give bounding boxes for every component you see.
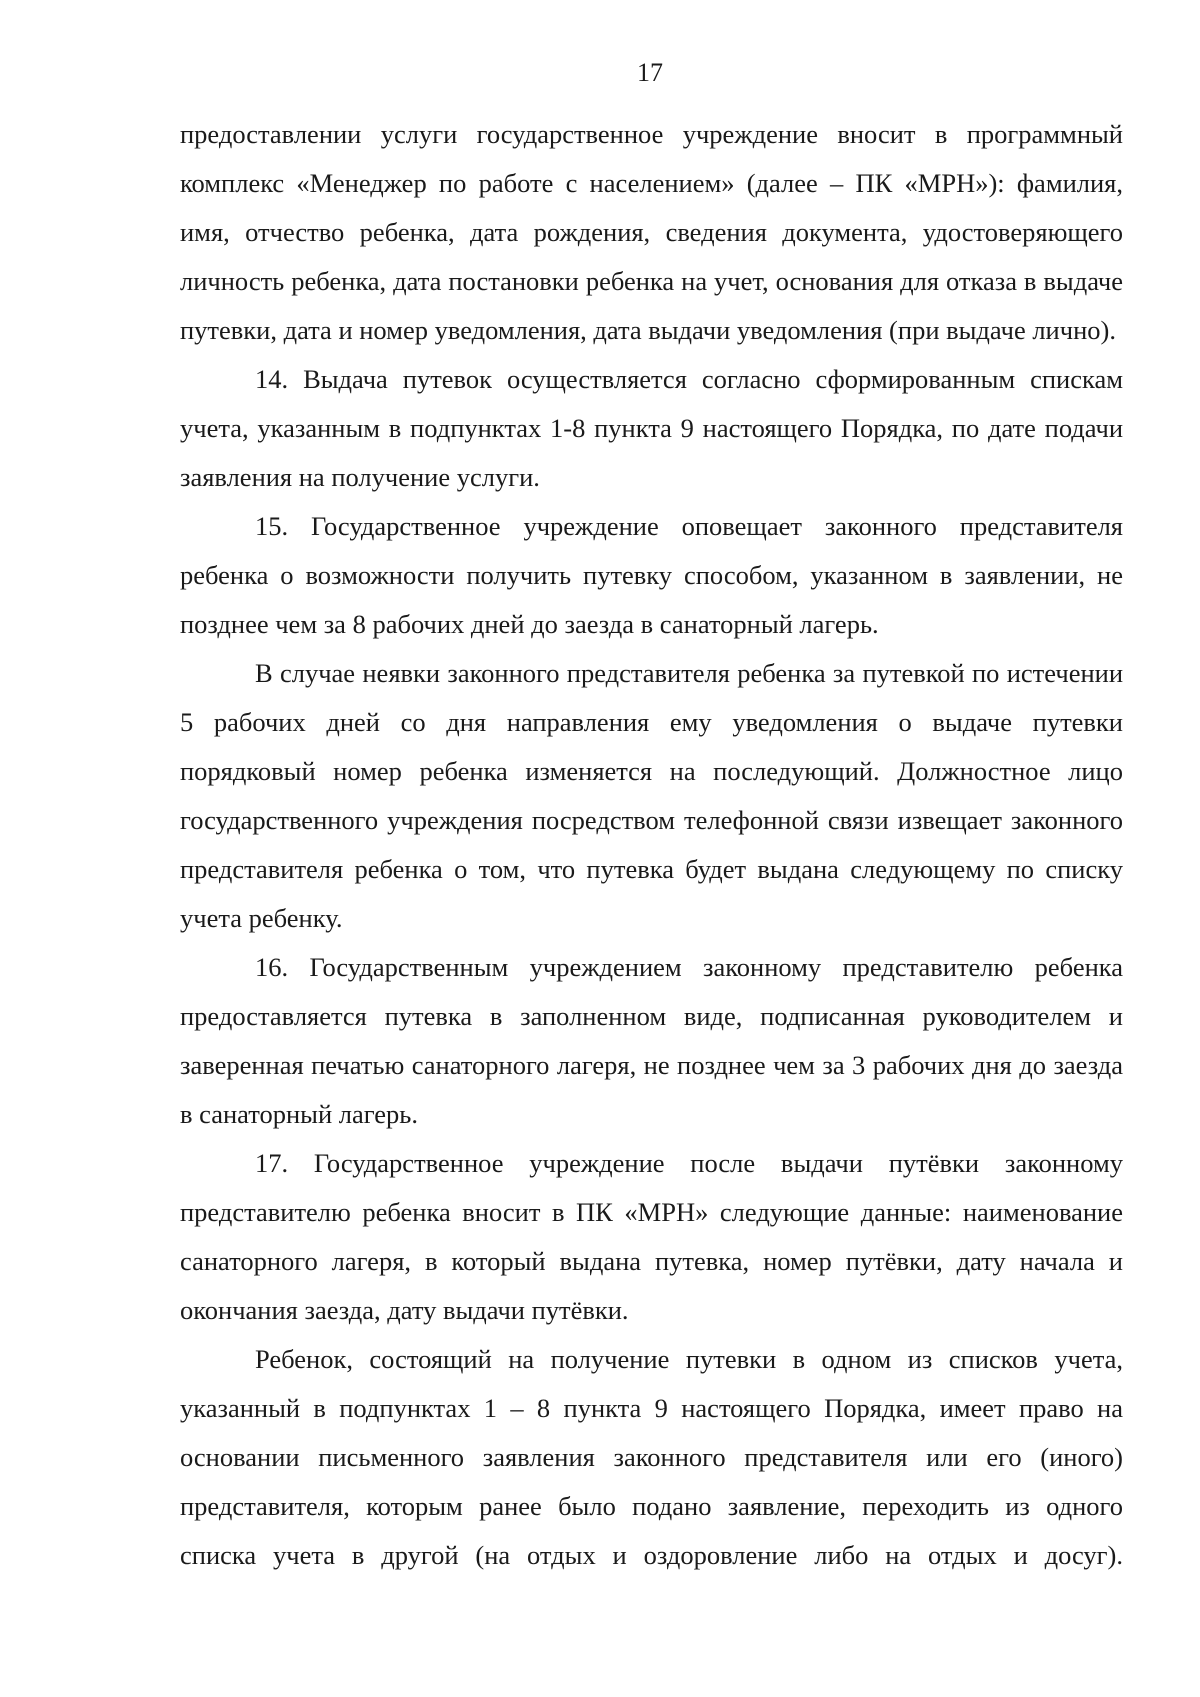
paragraph-continuation: предоставлении услуги государственное учреждение вносит в программный комплекс «Менеджер по работе с населением» (далее – ПК «МРН»): фамилия, имя, отчество ребенка, дата рождения, сведения документа, удостоверяющего личность ребенка, дата постановки ребенка на учет, основания для отказа в выдаче путевки, дата и номер уведомления, дата выдачи уведомления (при выдаче лично). [180,119,1123,345]
paragraph-nonappearance: В случае неявки законного представителя ребенка за путевкой по истечении 5 рабочих дней со дня направления ему уведомления о выдаче путевки порядковый номер ребенка изменяется на последующий. Должностное лицо государственного учреждения посредством телефонной связи извещает законного представителя ребенка о том, что путевка будет выдана следующему по списку учета ребенку. [180,658,1123,933]
paragraph-item-14: 14. Выдача путевок осуществляется согласно сформированным спискам учета, указанным в подпунктах 1-8 пункта 9 настоящего Порядка, по дате подачи заявления на получение услуги. [180,364,1123,492]
paragraph-item-15: 15. Государственное учреждение оповещает законного представителя ребенка о возможности получить путевку способом, указанном в заявлении, не позднее чем за 8 рабочих дней до заезда в санаторный лагерь. [180,511,1123,639]
paragraph-item-17: 17. Государственное учреждение после выдачи путёвки законному представителю ребенка вносит в ПК «МРН» следующие данные: наименование санаторного лагеря, в который выдана путевка, номер путёвки, дату начала и окончания заезда, дату выдачи путёвки. [180,1148,1123,1325]
document-body [180,110,1123,1580]
paragraph-list-transfer: Ребенок, состоящий на получение путевки в одном из списков учета, указанный в подпунктах 1 – 8 пункта 9 настоящего Порядка, имеет право на основании письменного заявления законного представителя или его (иного) представителя, которым ранее было подано заявление, переходить из одного списка учета в другой (на отдых и оздоровление либо на отдых и досуг). [180,1344,1123,1570]
page-number: 17 [637,58,663,87]
paragraph-item-16: 16. Государственным учреждением законному представителю ребенка предоставляется путевка в заполненном виде, подписанная руководителем и заверенная печатью санаторного лагеря, не позднее чем за 3 рабочих дня до заезда в санаторный лагерь. [180,952,1123,1129]
